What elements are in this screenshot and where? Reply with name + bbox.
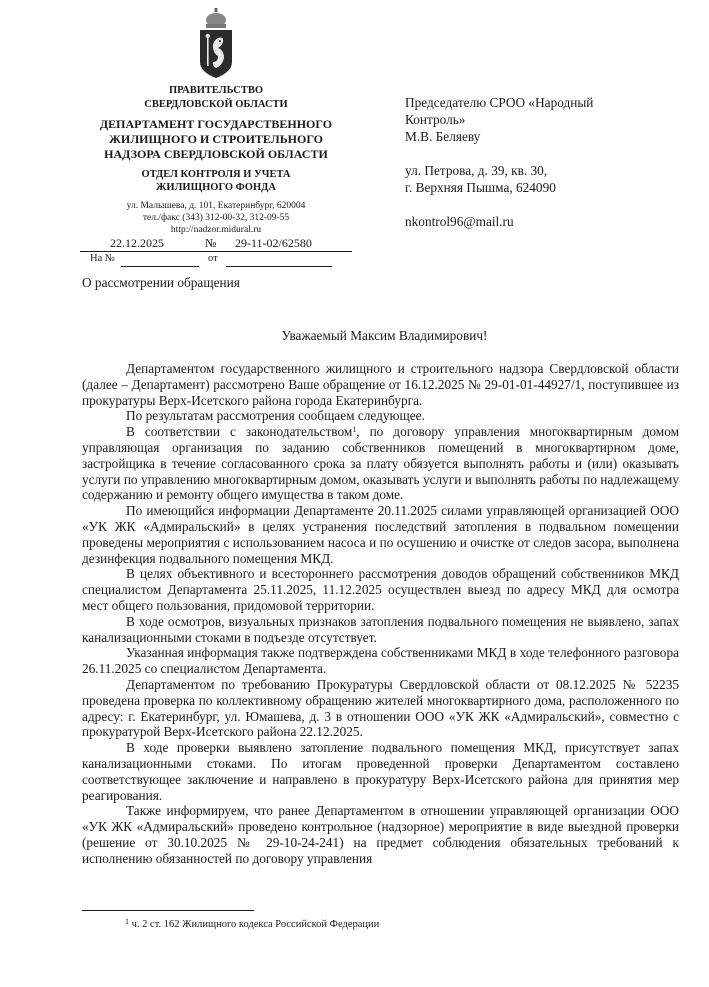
addressee-street: ул. Петрова, д. 39, кв. 30,	[405, 163, 548, 178]
paragraph: Указанная информация также подтверждена собственниками МКД в ходе телефонного разговора 26.11.2025 со специалистом Департамента.	[82, 645, 679, 677]
addressee-block	[405, 94, 665, 230]
registration-number: 29-11-02/62580	[235, 236, 312, 250]
registration-line	[80, 236, 352, 252]
reference-number-blank	[121, 266, 199, 267]
footnote-mark: 1	[125, 917, 129, 926]
department-phone: тел./факс (343) 312-00-32, 312-09-55	[142, 213, 290, 223]
addressee-org: Контроль»	[405, 112, 466, 127]
paragraph: В соответствии с законодательством$^1$, по договору управления многоквартирным домом управляющая организация по заданию собственников помещений в многоквартирном доме, застройщика в течение согласованного срока за плату обязуется выполнять работы и (или) оказывать услуги по управлению многоквартирным домом, оказывать услуги и выполнять работы по надлежащему содержанию и ремонту общего имущества в таком доме.	[82, 424, 680, 503]
footnote-separator	[82, 910, 254, 911]
division-name: ОТДЕЛ КОНТРОЛЯ И УЧЕТА ЖИЛИЩНОГО ФОНДА	[141, 169, 291, 193]
footnote-reference: 1	[352, 425, 357, 435]
letterhead	[80, 8, 352, 236]
addressee-title: Председателю СРОО «Народный	[405, 95, 594, 110]
paragraph: По результатам рассмотрения сообщаем следующее.	[126, 408, 425, 424]
number-label: №	[205, 236, 217, 250]
department-address: ул. Малышева, д. 101, Екатеринбург, 620004	[126, 201, 306, 211]
government-name: ПРАВИТЕЛЬСТВО СВЕРДЛОВСКОЙ ОБЛАСТИ	[144, 85, 288, 110]
addressee-name: М.В. Беляеву	[405, 129, 481, 144]
addressee-email: nkontrol96@mail.ru	[405, 214, 514, 229]
letter-body	[82, 361, 679, 867]
department-name: ДЕПАРТАМЕНТ ГОСУДАРСТВЕННОГО ЖИЛИЩНОГО И СТРОИТЕЛЬНОГО НАДЗОРА СВЕРДЛОВСКОЙ ОБЛАСТИ	[99, 117, 333, 161]
footnote	[125, 919, 379, 930]
from-date-blank	[226, 266, 332, 267]
coat-of-arms-icon	[196, 8, 236, 80]
registration-date: 22.12.2025	[110, 236, 164, 250]
paragraph: В ходе проверки выявлено затопление подвального помещения МКД, присутствует запах канализационными стоками. По итогам проведенной проверки Департаментом составлено соответствующее заключение и направлено в прокуратуру Верх-Исетского района для принятия мер реагирования.	[82, 740, 679, 803]
paragraph: В целях объективного и всестороннего рассмотрения доводов обращений собственников МКД специалистом Департамента 25.11.2025, 11.12.2025 осуществлен выезд по адресу МКД для осмотра мест общего пользования, придомовой территории.	[82, 566, 679, 613]
addressee-city: г. Верхняя Пышма, 624090	[405, 180, 556, 195]
footnote-text: ч. 2 ст. 162 Жилищного кодекса Российской Федерации	[129, 919, 380, 930]
department-website: http://nadzor.midural.ru	[170, 225, 262, 235]
paragraph: По имеющийся информации Департаменте 20.11.2025 силами управляющей организацией ООО «УК ЖК «Адмиральский» в целях устранения последствий затопления в подвальном помещении проведены мероприятия с использованием насоса и по осушению и очистке от следов засора, выполнена дезинфекция подвального помещения МКД.	[82, 503, 679, 566]
letter-subject: О рассмотрении обращения	[82, 275, 240, 290]
department-contacts	[80, 200, 352, 236]
salutation: Уважаемый Максим Владимирович!	[281, 328, 488, 343]
reference-line	[80, 253, 352, 267]
reference-label: На №	[90, 253, 115, 264]
from-label: от	[208, 253, 218, 264]
paragraph: Департаментом государственного жилищного и строительного надзора Свердловской области (далее – Департамент) рассмотрено Ваше обращение от 16.12.2025 № 29-01-01-44927/1, поступившее из прокуратуры Верх-Исетского района города Екатеринбурга.	[82, 361, 679, 408]
paragraph: Также информируем, что ранее Департаментом в отношении управляющей организации ООО «УК ЖК «Адмиральский» проведено контрольное (надзорное) мероприятие в виде выездной проверки (решение от 30.10.2025 № 29-10-24-241) на предмет соблюдения обязательных требований к исполнению обязанностей по договору управления	[82, 803, 679, 866]
paragraph: Департаментом по требованию Прокуратуры Свердловской области от 08.12.2025 № 52235 проведена проверка по коллективному обращению жителей многоквартирного дома, расположенного по адресу: г. Екатеринбург, ул. Юмашева, д. 3 в отношении ООО «УК ЖК «Адмиральский», совместно с прокуратурой Верх-Исетского района 22.12.2025.	[82, 676, 679, 740]
paragraph: В ходе осмотров, визуальных признаков затопления подвального помещения не выявлено, запах канализационными стоками в подъезде отсутствует.	[82, 613, 679, 645]
